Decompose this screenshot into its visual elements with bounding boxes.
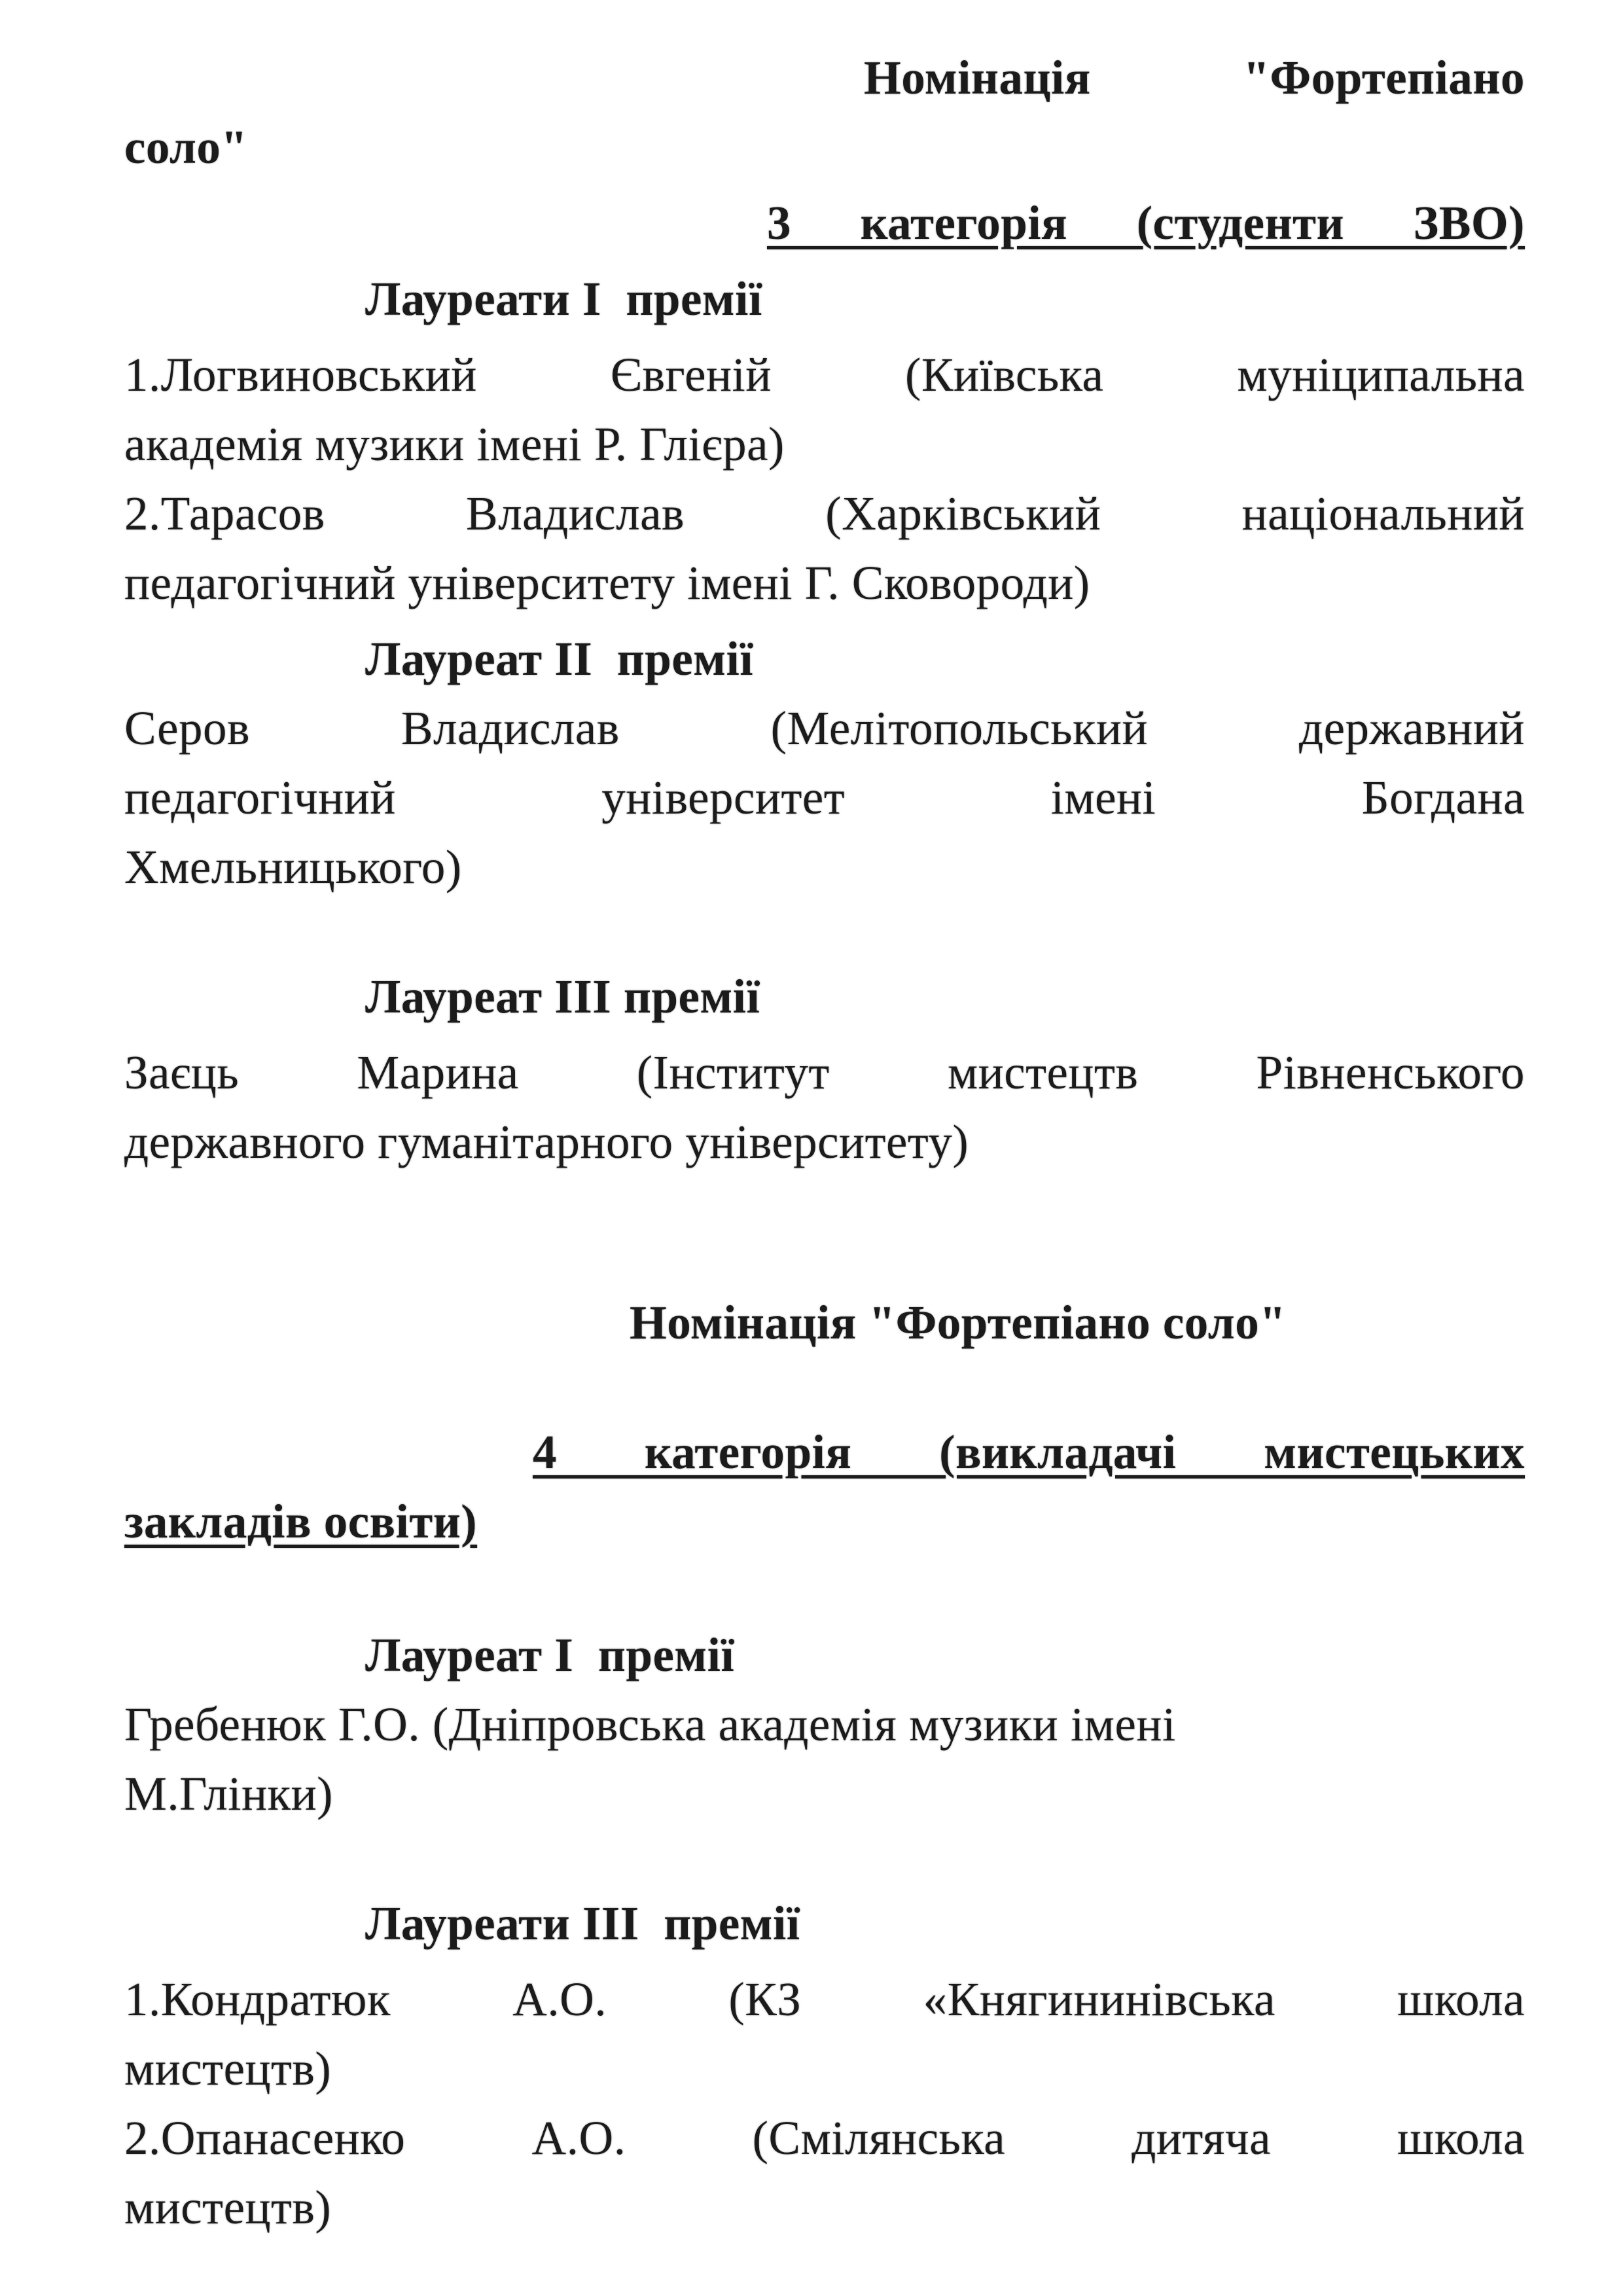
laureate-entry-line: 1.Кондратюк А.О. (КЗ «Княгининівська школа xyxy=(124,1973,1525,2026)
laureate-entry-line: М.Глінки) xyxy=(124,1767,333,1820)
laureate-entry-line: 2.Опанасенко А.О. (Смілянська дитяча школа xyxy=(124,2111,1525,2164)
laureate-entry-line: мистецтв) xyxy=(124,2181,332,2234)
document-content xyxy=(124,43,1525,2242)
nomination-title-line1: Номінація "Фортепіано соло" xyxy=(630,1296,1287,1349)
category-heading-line2: закладів освіти) xyxy=(124,1495,478,1548)
category-heading-line1: 4 категорія (викладачі мистецьких xyxy=(533,1426,1525,1479)
prize-group-heading: Лауреат II премії xyxy=(365,632,754,685)
prize-group-heading: Лауреати I премії xyxy=(365,272,762,325)
laureate-entry-line: педагогічний університет імені Богдана xyxy=(124,771,1525,824)
nomination-title-line1: Номінація "Фортепіано xyxy=(864,51,1525,104)
nomination-title-line2: соло" xyxy=(124,120,248,173)
laureate-entry-line: державного гуманітарного університету) xyxy=(124,1115,969,1168)
laureate-entry-line: 2.Тарасов Владислав (Харківський національний xyxy=(124,487,1525,540)
laureate-entry-line: Заєць Марина (Інститут мистецтв Рівненського xyxy=(124,1046,1525,1099)
laureate-entry-line: Серов Владислав (Мелітопольський державний xyxy=(124,702,1525,755)
laureate-entry-line: 1.Логвиновський Євгеній (Київська муніципальна xyxy=(124,348,1525,401)
laureate-entry-line: мистецтв) xyxy=(124,2042,332,2095)
laureate-entry-line: педагогічний університету імені Г. Сковороди) xyxy=(124,556,1090,609)
category-heading: 3 категорія (студенти ЗВО) xyxy=(767,196,1525,249)
prize-group-heading: Лауреат III премії xyxy=(365,970,760,1023)
laureate-entry-line: академія музики імені Р. Глієра) xyxy=(124,418,785,471)
prize-group-heading: Лауреат I премії xyxy=(365,1628,735,1681)
laureate-entry-line: Гребенюк Г.О. (Дніпровська академія музики імені xyxy=(124,1698,1176,1751)
laureate-entry-line: Хмельницького) xyxy=(124,840,462,893)
prize-group-heading: Лауреати III премії xyxy=(365,1897,800,1950)
